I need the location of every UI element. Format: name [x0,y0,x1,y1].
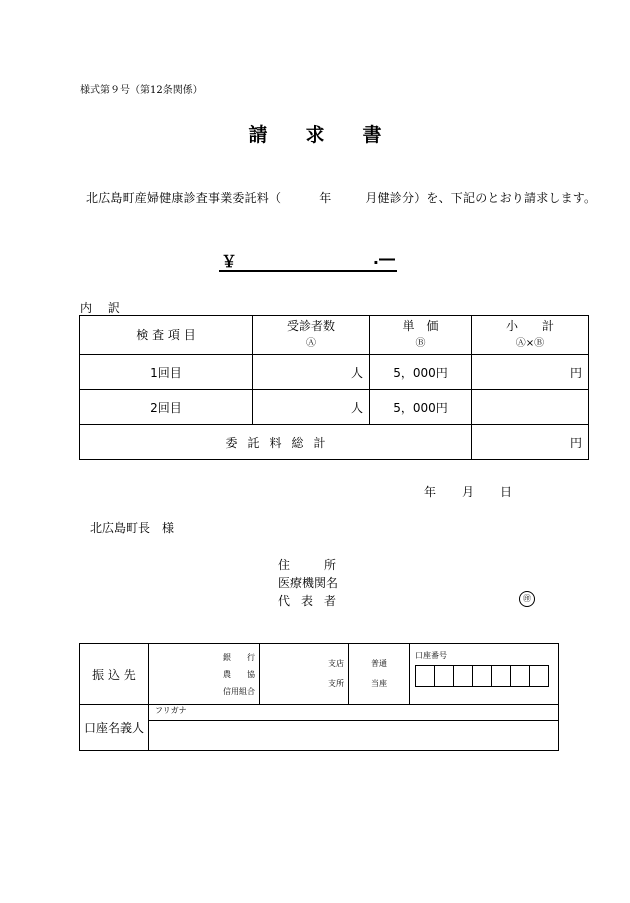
bank-types[interactable]: 銀 行 農 協 信用組合 [149,644,260,705]
amount-suffix: .― [372,249,395,268]
amount-field[interactable] [219,250,397,272]
page-title: 請求書 [248,124,420,146]
row-price: 5，000円 [370,355,472,390]
account-types[interactable]: 普通 当座 [349,644,410,705]
addressee: 北広島町長 様 [90,521,175,535]
furigana-field[interactable]: フリガナ [149,705,559,721]
row-subtotal[interactable] [472,390,589,425]
bank-table [79,643,559,751]
account-holder-field[interactable] [149,721,559,751]
digit-box[interactable] [453,665,473,687]
header-price: 単 価 Ⓑ [370,316,472,355]
account-number [410,644,559,705]
table-row [80,355,589,390]
digit-box[interactable] [472,665,492,687]
table-row [80,390,589,425]
issue-date[interactable]: 年 月 日 [424,485,513,499]
request-prefix: 北広島町産婦健康診査事業委託料（ [86,191,282,205]
total-value[interactable]: 円 [472,425,589,460]
row-item: 1回目 [80,355,253,390]
institution-label: 医療機関名 [278,576,339,590]
breakdown-table [79,315,589,460]
header-count: 受診者数 Ⓐ [253,316,370,355]
total-row [80,425,589,460]
row-count[interactable]: 人 [253,390,370,425]
total-label: 委託料総計 [80,425,472,460]
header-item: 検 査 項 目 [80,316,253,355]
form-number: 様式第９号（第12条関係） [80,85,203,96]
bank-row [80,644,559,705]
account-number-boxes [415,665,558,687]
header-subtotal: 小 計 Ⓐ×Ⓑ [472,316,589,355]
row-price: 5，000円 [370,390,472,425]
representative-label: 代表者 [278,594,336,608]
digit-box[interactable] [491,665,511,687]
account-holder-row [80,721,559,751]
request-suffix: 月健診分）を、下記のとおり請求します。 [365,191,597,205]
yen-symbol: ￥ [221,252,238,271]
row-item: 2回目 [80,390,253,425]
digit-box[interactable] [510,665,530,687]
row-subtotal[interactable]: 円 [472,355,589,390]
address-label: 住所 [278,558,336,572]
seal-icon: ㊞ [519,591,535,607]
digit-box[interactable] [529,665,549,687]
breakdown-label: 内 訳 [80,301,126,315]
transfer-to-label: 振 込 先 [80,644,149,705]
branch-types[interactable]: 支店 支所 [260,644,349,705]
request-sentence [86,189,596,206]
account-number-label: 口座番号 [415,651,447,660]
request-year: 年 [319,191,332,205]
digit-box[interactable] [415,665,435,687]
digit-box[interactable] [434,665,454,687]
account-holder-label: 口座名義人 [80,705,149,751]
furigana-row [80,705,559,721]
table-header-row [80,316,589,355]
row-count[interactable]: 人 [253,355,370,390]
